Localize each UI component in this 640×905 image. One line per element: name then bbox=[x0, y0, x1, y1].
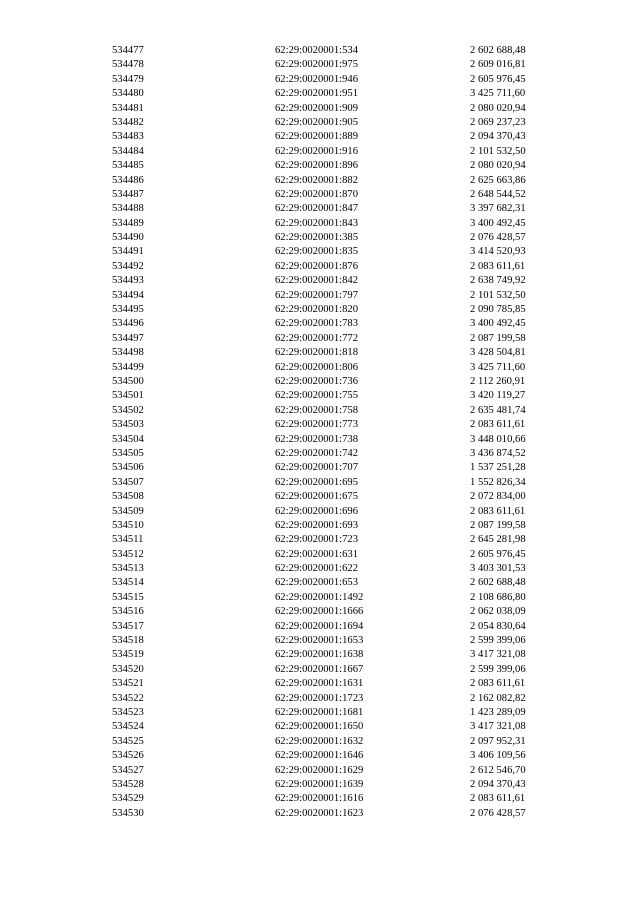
cadastral-number: 62:29:0020001:835 bbox=[275, 246, 358, 258]
cadastral-number: 62:29:0020001:818 bbox=[275, 347, 358, 359]
cadastral-number: 62:29:0020001:1646 bbox=[275, 750, 364, 762]
table-row bbox=[0, 289, 640, 303]
cadastral-number: 62:29:0020001:870 bbox=[275, 188, 358, 200]
row-number: 534511 bbox=[112, 534, 144, 546]
cadastral-number: 62:29:0020001:946 bbox=[275, 73, 358, 85]
row-number: 534500 bbox=[112, 375, 144, 387]
cadastral-number: 62:29:0020001:738 bbox=[275, 433, 358, 445]
row-number: 534505 bbox=[112, 447, 144, 459]
cadastral-value: 2 090 785,85 bbox=[470, 304, 526, 316]
cadastral-value: 2 083 611,61 bbox=[470, 419, 526, 431]
row-number: 534526 bbox=[112, 750, 144, 762]
cadastral-value: 2 602 688,48 bbox=[470, 577, 526, 589]
cadastral-number: 62:29:0020001:1694 bbox=[275, 620, 364, 632]
cadastral-number: 62:29:0020001:842 bbox=[275, 275, 358, 287]
table-row bbox=[0, 605, 640, 619]
cadastral-value: 3 428 504,81 bbox=[470, 347, 526, 359]
row-number: 534503 bbox=[112, 419, 144, 431]
table-row bbox=[0, 692, 640, 706]
table-row bbox=[0, 231, 640, 245]
cadastral-value: 3 397 682,31 bbox=[470, 203, 526, 215]
row-number: 534499 bbox=[112, 361, 144, 373]
table-row bbox=[0, 620, 640, 634]
row-number: 534509 bbox=[112, 505, 144, 517]
row-number: 534484 bbox=[112, 145, 144, 157]
cadastral-number: 62:29:0020001:1492 bbox=[275, 591, 364, 603]
cadastral-value: 2 080 020,94 bbox=[470, 160, 526, 172]
cadastral-number: 62:29:0020001:707 bbox=[275, 462, 358, 474]
table-row bbox=[0, 749, 640, 763]
cadastral-value: 2 083 611,61 bbox=[470, 793, 526, 805]
table-row bbox=[0, 317, 640, 331]
cadastral-value: 2 087 199,58 bbox=[470, 332, 526, 344]
table-row bbox=[0, 677, 640, 691]
table-row bbox=[0, 792, 640, 806]
table-row bbox=[0, 576, 640, 590]
row-number: 534486 bbox=[112, 174, 144, 186]
table-row bbox=[0, 476, 640, 490]
cadastral-number: 62:29:0020001:653 bbox=[275, 577, 358, 589]
table-row bbox=[0, 303, 640, 317]
table-row bbox=[0, 145, 640, 159]
table-row bbox=[0, 375, 640, 389]
cadastral-value: 3 414 520,93 bbox=[470, 246, 526, 258]
cadastral-value: 2 062 038,09 bbox=[470, 606, 526, 618]
row-number: 534513 bbox=[112, 563, 144, 575]
cadastral-value: 2 112 260,91 bbox=[470, 375, 526, 387]
cadastral-value: 1 552 826,34 bbox=[470, 476, 526, 488]
table-row bbox=[0, 706, 640, 720]
table-row bbox=[0, 562, 640, 576]
row-number: 534514 bbox=[112, 577, 144, 589]
cadastral-value: 2 605 976,45 bbox=[470, 73, 526, 85]
cadastral-value: 2 638 749,92 bbox=[470, 275, 526, 287]
cadastral-value-table bbox=[0, 44, 640, 821]
table-row bbox=[0, 404, 640, 418]
cadastral-number: 62:29:0020001:806 bbox=[275, 361, 358, 373]
table-row bbox=[0, 73, 640, 87]
cadastral-value: 2 605 976,45 bbox=[470, 548, 526, 560]
row-number: 534523 bbox=[112, 706, 144, 718]
cadastral-number: 62:29:0020001:1653 bbox=[275, 635, 364, 647]
table-row bbox=[0, 505, 640, 519]
row-number: 534529 bbox=[112, 793, 144, 805]
table-row bbox=[0, 361, 640, 375]
cadastral-value: 2 072 834,00 bbox=[470, 491, 526, 503]
row-number: 534477 bbox=[112, 45, 144, 56]
cadastral-number: 62:29:0020001:843 bbox=[275, 217, 358, 229]
cadastral-number: 62:29:0020001:876 bbox=[275, 260, 358, 272]
cadastral-number: 62:29:0020001:1639 bbox=[275, 778, 364, 790]
table-row bbox=[0, 461, 640, 475]
cadastral-value: 3 420 119,27 bbox=[470, 390, 526, 402]
cadastral-number: 62:29:0020001:1723 bbox=[275, 692, 364, 704]
cadastral-value: 3 425 711,60 bbox=[470, 88, 526, 100]
cadastral-number: 62:29:0020001:1650 bbox=[275, 721, 364, 733]
cadastral-value: 2 076 428,57 bbox=[470, 807, 526, 819]
cadastral-number: 62:29:0020001:847 bbox=[275, 203, 358, 215]
row-number: 534497 bbox=[112, 332, 144, 344]
cadastral-value: 2 080 020,94 bbox=[470, 102, 526, 114]
cadastral-value: 2 101 532,50 bbox=[470, 145, 526, 157]
cadastral-value: 2 094 370,43 bbox=[470, 778, 526, 790]
table-row bbox=[0, 217, 640, 231]
table-row bbox=[0, 735, 640, 749]
table-row bbox=[0, 202, 640, 216]
cadastral-number: 62:29:0020001:695 bbox=[275, 476, 358, 488]
row-number: 534507 bbox=[112, 476, 144, 488]
cadastral-value: 2 645 281,98 bbox=[470, 534, 526, 546]
cadastral-number: 62:29:0020001:1616 bbox=[275, 793, 364, 805]
row-number: 534527 bbox=[112, 764, 144, 776]
cadastral-value: 2 612 546,70 bbox=[470, 764, 526, 776]
row-number: 534516 bbox=[112, 606, 144, 618]
table-row bbox=[0, 102, 640, 116]
row-number: 534520 bbox=[112, 663, 144, 675]
table-row bbox=[0, 245, 640, 259]
table-row bbox=[0, 778, 640, 792]
cadastral-value: 2 054 830,64 bbox=[470, 620, 526, 632]
row-number: 534512 bbox=[112, 548, 144, 560]
cadastral-value: 2 083 611,61 bbox=[470, 505, 526, 517]
table-row bbox=[0, 490, 640, 504]
cadastral-number: 62:29:0020001:736 bbox=[275, 375, 358, 387]
cadastral-number: 62:29:0020001:385 bbox=[275, 232, 358, 244]
cadastral-value: 2 097 952,31 bbox=[470, 735, 526, 747]
table-row bbox=[0, 274, 640, 288]
cadastral-value: 1 537 251,28 bbox=[470, 462, 526, 474]
cadastral-value: 2 101 532,50 bbox=[470, 289, 526, 301]
cadastral-number: 62:29:0020001:797 bbox=[275, 289, 358, 301]
cadastral-number: 62:29:0020001:1623 bbox=[275, 807, 364, 819]
cadastral-value: 2 094 370,43 bbox=[470, 131, 526, 143]
table-row bbox=[0, 720, 640, 734]
row-number: 534479 bbox=[112, 73, 144, 85]
row-number: 534480 bbox=[112, 88, 144, 100]
cadastral-number: 62:29:0020001:889 bbox=[275, 131, 358, 143]
table-row bbox=[0, 807, 640, 821]
row-number: 534483 bbox=[112, 131, 144, 143]
table-row bbox=[0, 116, 640, 130]
cadastral-number: 62:29:0020001:1632 bbox=[275, 735, 364, 747]
cadastral-number: 62:29:0020001:693 bbox=[275, 519, 358, 531]
row-number: 534506 bbox=[112, 462, 144, 474]
table-row bbox=[0, 591, 640, 605]
cadastral-value: 3 436 874,52 bbox=[470, 447, 526, 459]
cadastral-number: 62:29:0020001:1638 bbox=[275, 649, 364, 661]
row-number: 534524 bbox=[112, 721, 144, 733]
cadastral-value: 3 448 010,66 bbox=[470, 433, 526, 445]
cadastral-value: 2 087 199,58 bbox=[470, 519, 526, 531]
cadastral-value: 2 625 663,86 bbox=[470, 174, 526, 186]
row-number: 534517 bbox=[112, 620, 144, 632]
cadastral-value: 2 635 481,74 bbox=[470, 404, 526, 416]
cadastral-number: 62:29:0020001:916 bbox=[275, 145, 358, 157]
row-number: 534494 bbox=[112, 289, 144, 301]
table-row bbox=[0, 418, 640, 432]
table-row bbox=[0, 533, 640, 547]
cadastral-value: 3 400 492,45 bbox=[470, 318, 526, 330]
row-number: 534515 bbox=[112, 591, 144, 603]
cadastral-number: 62:29:0020001:1629 bbox=[275, 764, 364, 776]
table-row bbox=[0, 188, 640, 202]
table-row bbox=[0, 634, 640, 648]
table-row bbox=[0, 447, 640, 461]
cadastral-number: 62:29:0020001:1666 bbox=[275, 606, 364, 618]
table-row bbox=[0, 332, 640, 346]
cadastral-value: 2 602 688,48 bbox=[470, 45, 526, 56]
row-number: 534490 bbox=[112, 232, 144, 244]
cadastral-value: 3 417 321,08 bbox=[470, 649, 526, 661]
cadastral-value: 2 069 237,23 bbox=[470, 116, 526, 128]
cadastral-number: 62:29:0020001:1681 bbox=[275, 706, 364, 718]
cadastral-value: 2 599 399,06 bbox=[470, 663, 526, 675]
cadastral-number: 62:29:0020001:723 bbox=[275, 534, 358, 546]
cadastral-value: 3 425 711,60 bbox=[470, 361, 526, 373]
cadastral-number: 62:29:0020001:820 bbox=[275, 304, 358, 316]
cadastral-number: 62:29:0020001:696 bbox=[275, 505, 358, 517]
row-number: 534525 bbox=[112, 735, 144, 747]
row-number: 534504 bbox=[112, 433, 144, 445]
row-number: 534508 bbox=[112, 491, 144, 503]
table-row bbox=[0, 130, 640, 144]
cadastral-value: 2 599 399,06 bbox=[470, 635, 526, 647]
cadastral-number: 62:29:0020001:975 bbox=[275, 59, 358, 71]
cadastral-number: 62:29:0020001:773 bbox=[275, 419, 358, 431]
cadastral-number: 62:29:0020001:772 bbox=[275, 332, 358, 344]
table-row bbox=[0, 159, 640, 173]
row-number: 534519 bbox=[112, 649, 144, 661]
row-number: 534501 bbox=[112, 390, 144, 402]
row-number: 534521 bbox=[112, 678, 144, 690]
cadastral-number: 62:29:0020001:783 bbox=[275, 318, 358, 330]
table-row bbox=[0, 764, 640, 778]
cadastral-number: 62:29:0020001:896 bbox=[275, 160, 358, 172]
cadastral-value: 3 400 492,45 bbox=[470, 217, 526, 229]
cadastral-number: 62:29:0020001:1631 bbox=[275, 678, 364, 690]
table-row bbox=[0, 433, 640, 447]
cadastral-number: 62:29:0020001:622 bbox=[275, 563, 358, 575]
table-row bbox=[0, 389, 640, 403]
row-number: 534493 bbox=[112, 275, 144, 287]
table-row bbox=[0, 519, 640, 533]
cadastral-value: 2 076 428,57 bbox=[470, 232, 526, 244]
row-number: 534488 bbox=[112, 203, 144, 215]
row-number: 534518 bbox=[112, 635, 144, 647]
row-number: 534502 bbox=[112, 404, 144, 416]
cadastral-value: 2 108 686,80 bbox=[470, 591, 526, 603]
row-number: 534492 bbox=[112, 260, 144, 272]
table-row bbox=[0, 663, 640, 677]
table-row bbox=[0, 44, 640, 58]
cadastral-value: 2 083 611,61 bbox=[470, 260, 526, 272]
row-number: 534489 bbox=[112, 217, 144, 229]
table-row bbox=[0, 174, 640, 188]
row-number: 534491 bbox=[112, 246, 144, 258]
row-number: 534498 bbox=[112, 347, 144, 359]
cadastral-number: 62:29:0020001:909 bbox=[275, 102, 358, 114]
cadastral-value: 2 609 016,81 bbox=[470, 59, 526, 71]
cadastral-number: 62:29:0020001:951 bbox=[275, 88, 358, 100]
row-number: 534528 bbox=[112, 778, 144, 790]
table-row bbox=[0, 548, 640, 562]
cadastral-value: 3 403 301,53 bbox=[470, 563, 526, 575]
cadastral-value: 3 417 321,08 bbox=[470, 721, 526, 733]
cadastral-value: 2 648 544,52 bbox=[470, 188, 526, 200]
table-row bbox=[0, 346, 640, 360]
row-number: 534478 bbox=[112, 59, 144, 71]
cadastral-number: 62:29:0020001:675 bbox=[275, 491, 358, 503]
row-number: 534530 bbox=[112, 807, 144, 819]
row-number: 534495 bbox=[112, 304, 144, 316]
cadastral-number: 62:29:0020001:1667 bbox=[275, 663, 364, 675]
row-number: 534485 bbox=[112, 160, 144, 172]
cadastral-number: 62:29:0020001:755 bbox=[275, 390, 358, 402]
row-number: 534482 bbox=[112, 116, 144, 128]
row-number: 534510 bbox=[112, 519, 144, 531]
cadastral-number: 62:29:0020001:534 bbox=[275, 45, 358, 56]
table-row bbox=[0, 58, 640, 72]
row-number: 534481 bbox=[112, 102, 144, 114]
cadastral-value: 1 423 289,09 bbox=[470, 706, 526, 718]
cadastral-number: 62:29:0020001:758 bbox=[275, 404, 358, 416]
cadastral-value: 2 083 611,61 bbox=[470, 678, 526, 690]
row-number: 534487 bbox=[112, 188, 144, 200]
row-number: 534496 bbox=[112, 318, 144, 330]
table-row bbox=[0, 648, 640, 662]
cadastral-number: 62:29:0020001:905 bbox=[275, 116, 358, 128]
cadastral-number: 62:29:0020001:882 bbox=[275, 174, 358, 186]
cadastral-value: 2 162 082,82 bbox=[470, 692, 526, 704]
cadastral-number: 62:29:0020001:631 bbox=[275, 548, 358, 560]
row-number: 534522 bbox=[112, 692, 144, 704]
cadastral-value: 3 406 109,56 bbox=[470, 750, 526, 762]
table-row bbox=[0, 87, 640, 101]
table-row bbox=[0, 260, 640, 274]
cadastral-number: 62:29:0020001:742 bbox=[275, 447, 358, 459]
